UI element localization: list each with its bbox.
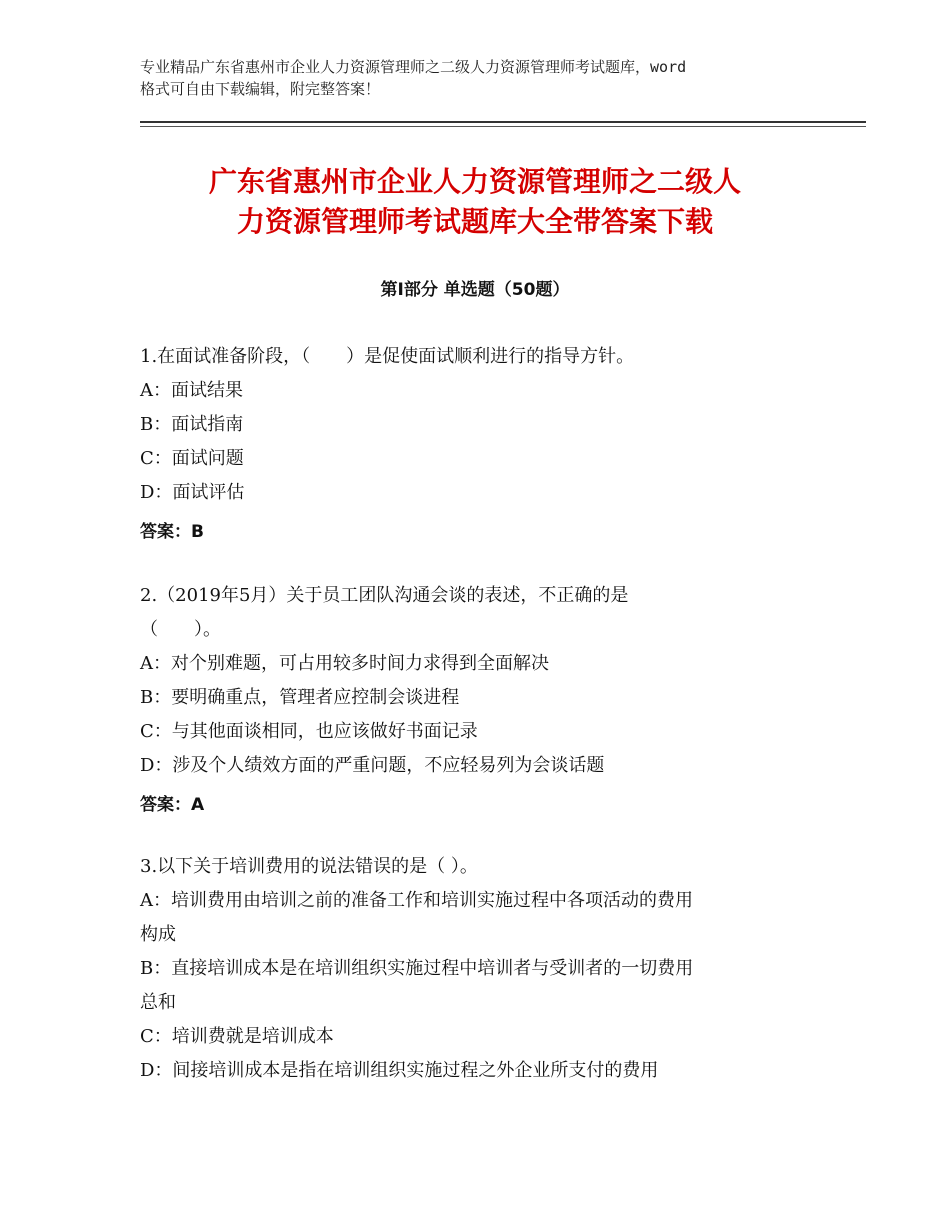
answer-line: 答案：A (140, 795, 205, 815)
option-c: C：面试问题 (140, 448, 244, 469)
option-c: C：培训费就是培训成本 (140, 1026, 334, 1047)
document-title (120, 162, 830, 242)
header-note-line: 专业精品广东省惠州市企业人力资源管理师之二级人力资源管理师考试题库，word (140, 58, 687, 76)
option-d: D：涉及个人绩效方面的严重问题，不应轻易列为会谈话题 (140, 755, 605, 776)
option-a: A：培训费用由培训之前的准备工作和培训实施过程中各项活动的费用 (140, 890, 693, 911)
option-b-continued: 总和 (140, 992, 176, 1013)
option-b: B：要明确重点，管理者应控制会谈进程 (140, 687, 460, 708)
section-title: 第Ⅰ部分 单选题（50题） (380, 280, 570, 300)
header-note (140, 56, 830, 100)
option-a: A：对个别难题，可占用较多时间力求得到全面解决 (140, 653, 549, 674)
option-d: D：间接培训成本是指在培训组织实施过程之外企业所支付的费用 (140, 1060, 659, 1081)
answer-line: 答案：B (140, 522, 204, 542)
header-rule-thick (140, 121, 866, 123)
question-stem: 2.（2019年5月）关于员工团队沟通会谈的表述，不正确的是 (140, 585, 629, 606)
header-rule-thin (140, 126, 866, 127)
title-line: 力资源管理师考试题库大全带答案下载 (236, 205, 713, 238)
option-b: B：直接培训成本是在培训组织实施过程中培训者与受训者的一切费用 (140, 958, 694, 979)
option-a-continued: 构成 (140, 924, 176, 945)
title-line: 广东省惠州市企业人力资源管理师之二级人 (208, 165, 741, 198)
option-b: B：面试指南 (140, 414, 244, 435)
option-c: C：与其他面谈相同，也应该做好书面记录 (140, 721, 478, 742)
question-stem: （ ）。 (140, 619, 221, 640)
option-a: A：面试结果 (140, 380, 243, 401)
option-d: D：面试评估 (140, 482, 245, 503)
question-stem: 1.在面试准备阶段，（ ）是促使面试顺利进行的指导方针。 (140, 346, 635, 367)
header-note-line: 格式可自由下载编辑，附完整答案！ (140, 80, 381, 98)
question-stem: 3.以下关于培训费用的说法错误的是（ ）。 (140, 856, 478, 877)
